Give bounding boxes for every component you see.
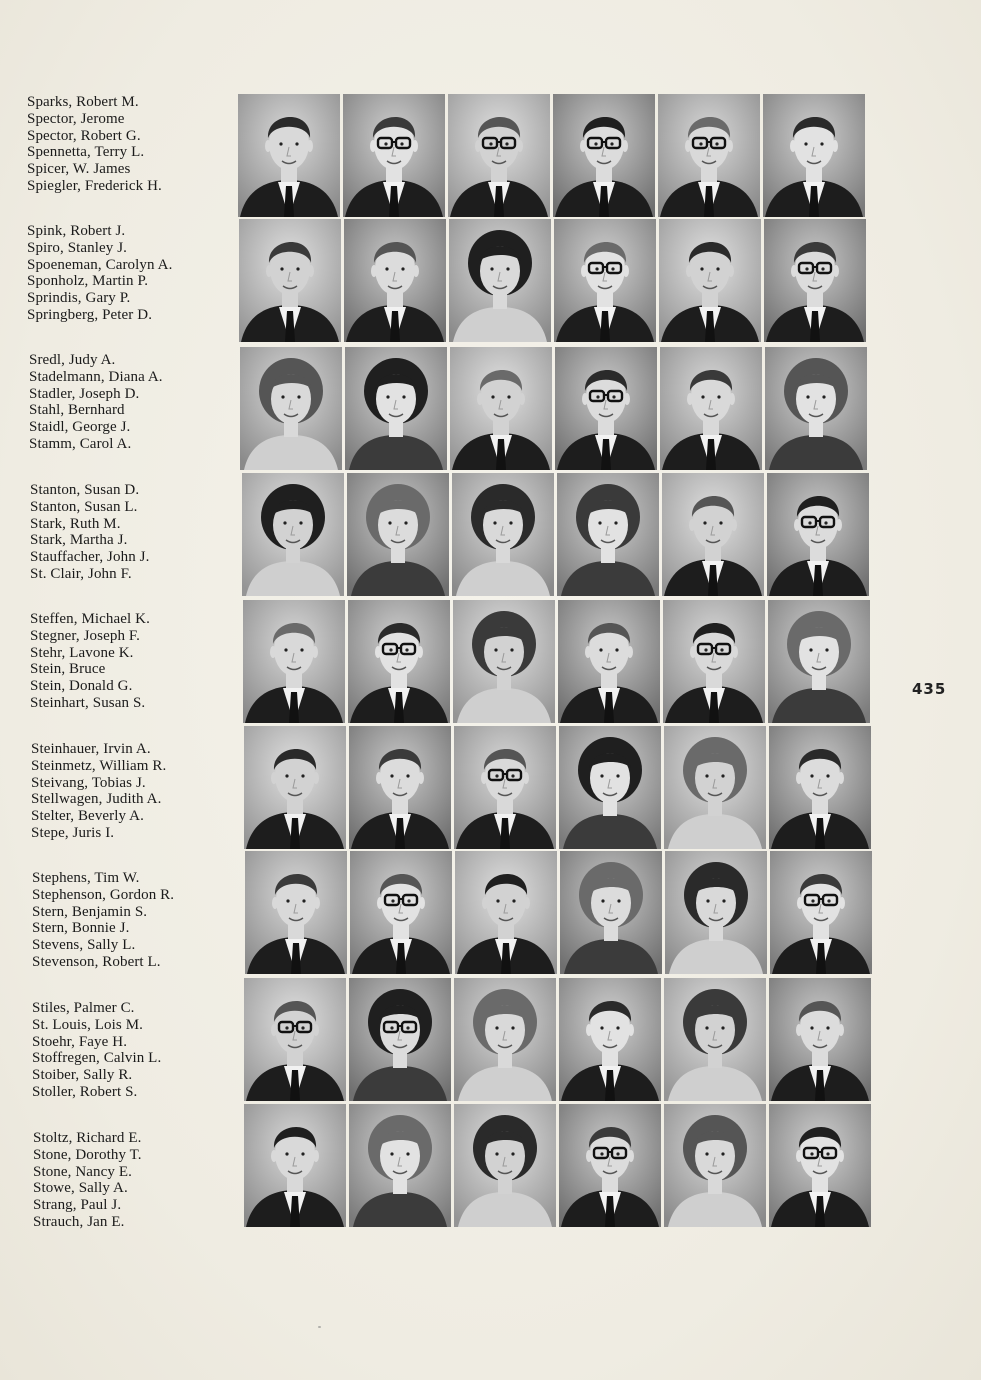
portrait-photo — [765, 347, 867, 470]
portrait-image — [349, 978, 451, 1101]
portrait-photo — [347, 473, 449, 596]
portrait-photo — [658, 94, 760, 217]
student-name: Stahl, Bernhard — [29, 402, 125, 419]
portrait-photo — [245, 851, 347, 974]
name-list — [32, 1000, 232, 1101]
portrait-photo — [453, 600, 555, 723]
portrait-image — [765, 347, 867, 470]
student-name: Stepe, Juris I. — [31, 824, 115, 841]
portrait-photo — [557, 473, 659, 596]
student-name: Stamm, Carol A. — [29, 435, 132, 452]
class-group-1 — [27, 94, 887, 220]
name-list — [27, 94, 227, 195]
student-name: Staidl, George J. — [29, 419, 131, 436]
portrait-row — [238, 94, 865, 217]
portrait-photo — [350, 851, 452, 974]
student-name: Stern, Benjamin S. — [32, 903, 148, 920]
portrait-image — [349, 726, 451, 849]
portrait-photo — [454, 978, 556, 1101]
portrait-photo — [244, 726, 346, 849]
portrait-image — [345, 347, 447, 470]
student-name: Stephenson, Gordon R. — [32, 886, 175, 903]
student-name: St. Clair, John F. — [30, 565, 132, 582]
portrait-photo — [665, 851, 767, 974]
portrait-image — [658, 94, 760, 217]
portrait-image — [455, 851, 557, 974]
student-name: Steinhauer, Irvin A. — [31, 741, 151, 757]
portrait-image — [244, 978, 346, 1101]
name-list — [27, 223, 227, 324]
portrait-image — [558, 600, 660, 723]
class-group-6 — [31, 741, 891, 867]
student-name: Stern, Bonnie J. — [32, 920, 130, 937]
student-name: Stoiber, Sally R. — [32, 1067, 133, 1084]
portrait-image — [349, 1104, 451, 1227]
student-name: Stephens, Tim W. — [32, 870, 140, 886]
portrait-photo — [554, 219, 656, 342]
portrait-image — [239, 219, 341, 342]
portrait-image — [347, 473, 449, 596]
portrait-photo — [450, 347, 552, 470]
student-name: Sparks, Robert M. — [27, 94, 139, 110]
portrait-image — [244, 1104, 346, 1227]
portrait-image — [770, 851, 872, 974]
student-name: Stevenson, Robert L. — [32, 953, 161, 970]
portrait-row — [240, 347, 867, 470]
student-name: Stevens, Sally L. — [32, 937, 136, 954]
portrait-photo — [345, 347, 447, 470]
portrait-photo — [559, 978, 661, 1101]
portrait-image — [238, 94, 340, 217]
name-list — [33, 1130, 233, 1231]
portrait-photo — [659, 219, 761, 342]
portrait-row — [245, 851, 872, 974]
class-group-2 — [27, 223, 887, 349]
portrait-photo — [349, 978, 451, 1101]
student-name: Stiles, Palmer C. — [32, 1000, 135, 1016]
portrait-row — [242, 473, 869, 596]
portrait-image — [559, 1104, 661, 1227]
portrait-photo — [769, 978, 871, 1101]
paper-speck — [318, 1326, 321, 1328]
portrait-photo — [349, 726, 451, 849]
portrait-image — [764, 219, 866, 342]
portrait-photo — [768, 600, 870, 723]
portrait-photo — [244, 978, 346, 1101]
portrait-image — [448, 94, 550, 217]
portrait-row — [244, 978, 871, 1101]
class-group-9 — [33, 1130, 893, 1256]
student-name: Sredl, Judy A. — [29, 352, 116, 368]
portrait-image — [769, 726, 871, 849]
portrait-image — [763, 94, 865, 217]
portrait-image — [452, 473, 554, 596]
student-name: Spiegler, Frederick H. — [27, 177, 162, 194]
portrait-photo — [559, 726, 661, 849]
student-name: Stadler, Joseph D. — [29, 385, 140, 402]
portrait-image — [767, 473, 869, 596]
portrait-image — [245, 851, 347, 974]
name-list — [30, 611, 230, 712]
portrait-photo — [239, 219, 341, 342]
student-name: Steffen, Michael K. — [30, 611, 150, 627]
student-name: Spector, Robert G. — [27, 127, 141, 144]
portrait-image — [559, 978, 661, 1101]
portrait-photo — [559, 1104, 661, 1227]
student-name: Stone, Dorothy T. — [33, 1146, 142, 1163]
student-name: Stauffacher, John J. — [30, 549, 150, 566]
student-name: St. Louis, Lois M. — [32, 1016, 143, 1033]
name-list — [30, 482, 230, 583]
portrait-photo — [664, 978, 766, 1101]
portrait-image — [348, 600, 450, 723]
portrait-photo — [663, 600, 765, 723]
student-name: Spennetta, Terry L. — [27, 144, 145, 161]
portrait-image — [559, 726, 661, 849]
portrait-photo — [454, 1104, 556, 1227]
student-name: Stehr, Lavone K. — [30, 644, 134, 661]
portrait-image — [659, 219, 761, 342]
portrait-photo — [664, 1104, 766, 1227]
portrait-photo — [769, 726, 871, 849]
portrait-image — [344, 219, 446, 342]
student-name: Sprindis, Gary P. — [27, 290, 131, 307]
student-name: Stegner, Joseph F. — [30, 627, 140, 644]
student-name: Stoffregen, Calvin L. — [32, 1050, 162, 1067]
portrait-image — [240, 347, 342, 470]
portrait-photo — [343, 94, 445, 217]
student-name: Steinhart, Susan S. — [30, 694, 146, 711]
student-name: Strang, Paul J. — [33, 1197, 122, 1214]
student-name: Spicer, W. James — [27, 161, 131, 178]
student-name: Strauch, Jan E. — [33, 1213, 125, 1230]
portrait-photo — [558, 600, 660, 723]
student-name: Stoltz, Richard E. — [33, 1130, 142, 1146]
portrait-image — [244, 726, 346, 849]
portrait-image — [664, 1104, 766, 1227]
name-list — [29, 352, 229, 453]
portrait-photo — [769, 1104, 871, 1227]
portrait-image — [449, 219, 551, 342]
student-name: Spoeneman, Carolyn A. — [27, 256, 173, 273]
portrait-photo — [553, 94, 655, 217]
portrait-photo — [448, 94, 550, 217]
portrait-image — [454, 978, 556, 1101]
portrait-photo — [767, 473, 869, 596]
portrait-image — [242, 473, 344, 596]
portrait-image — [664, 978, 766, 1101]
student-name: Sponholz, Martin P. — [27, 273, 149, 290]
page-number: 435 — [912, 680, 947, 698]
portrait-photo — [560, 851, 662, 974]
student-name: Stark, Ruth M. — [30, 515, 121, 532]
portrait-photo — [454, 726, 556, 849]
student-name: Stark, Martha J. — [30, 532, 128, 549]
class-group-5 — [30, 611, 890, 737]
portrait-image — [553, 94, 655, 217]
student-name: Stellwagen, Judith A. — [31, 791, 162, 808]
portrait-image — [350, 851, 452, 974]
student-name: Stanton, Susan L. — [30, 498, 138, 515]
portrait-image — [554, 219, 656, 342]
portrait-photo — [770, 851, 872, 974]
student-name: Stadelmann, Diana A. — [29, 368, 163, 385]
portrait-image — [665, 851, 767, 974]
portrait-photo — [664, 726, 766, 849]
portrait-photo — [348, 600, 450, 723]
portrait-photo — [455, 851, 557, 974]
portrait-photo — [662, 473, 764, 596]
portrait-photo — [243, 600, 345, 723]
portrait-image — [454, 1104, 556, 1227]
portrait-photo — [555, 347, 657, 470]
name-list — [31, 741, 231, 842]
portrait-image — [454, 726, 556, 849]
portrait-photo — [344, 219, 446, 342]
portrait-image — [769, 1104, 871, 1227]
name-list — [32, 870, 232, 971]
portrait-image — [453, 600, 555, 723]
student-name: Steinmetz, William R. — [31, 757, 167, 774]
portrait-photo — [242, 473, 344, 596]
student-name: Stelter, Beverly A. — [31, 808, 144, 825]
portrait-image — [769, 978, 871, 1101]
portrait-row — [244, 726, 871, 849]
portrait-photo — [240, 347, 342, 470]
student-name: Spink, Robert J. — [27, 223, 126, 239]
student-name: Springberg, Peter D. — [27, 306, 153, 323]
portrait-image — [664, 726, 766, 849]
student-name: Spiro, Stanley J. — [27, 239, 128, 256]
portrait-image — [343, 94, 445, 217]
portrait-photo — [452, 473, 554, 596]
portrait-row — [239, 219, 866, 342]
portrait-photo — [349, 1104, 451, 1227]
portrait-row — [243, 600, 870, 723]
student-name: Stein, Bruce — [30, 661, 106, 678]
class-group-4 — [30, 482, 890, 608]
portrait-photo — [449, 219, 551, 342]
class-group-3 — [29, 352, 889, 478]
portrait-image — [662, 473, 764, 596]
portrait-image — [660, 347, 762, 470]
portrait-photo — [764, 219, 866, 342]
student-name: Stoller, Robert S. — [32, 1083, 138, 1100]
student-name: Stone, Nancy E. — [33, 1163, 132, 1180]
portrait-photo — [238, 94, 340, 217]
portrait-image — [450, 347, 552, 470]
portrait-image — [243, 600, 345, 723]
student-name: Spector, Jerome — [27, 110, 125, 127]
student-name: Stein, Donald G. — [30, 678, 133, 695]
student-name: Steivang, Tobias J. — [31, 774, 146, 791]
portrait-image — [560, 851, 662, 974]
portrait-row — [244, 1104, 871, 1227]
portrait-image — [768, 600, 870, 723]
portrait-photo — [763, 94, 865, 217]
portrait-image — [555, 347, 657, 470]
portrait-image — [557, 473, 659, 596]
student-name: Stoehr, Faye H. — [32, 1033, 128, 1050]
portrait-photo — [660, 347, 762, 470]
portrait-image — [663, 600, 765, 723]
student-name: Stowe, Sally A. — [33, 1180, 128, 1197]
student-name: Stanton, Susan D. — [30, 482, 140, 498]
portrait-photo — [244, 1104, 346, 1227]
